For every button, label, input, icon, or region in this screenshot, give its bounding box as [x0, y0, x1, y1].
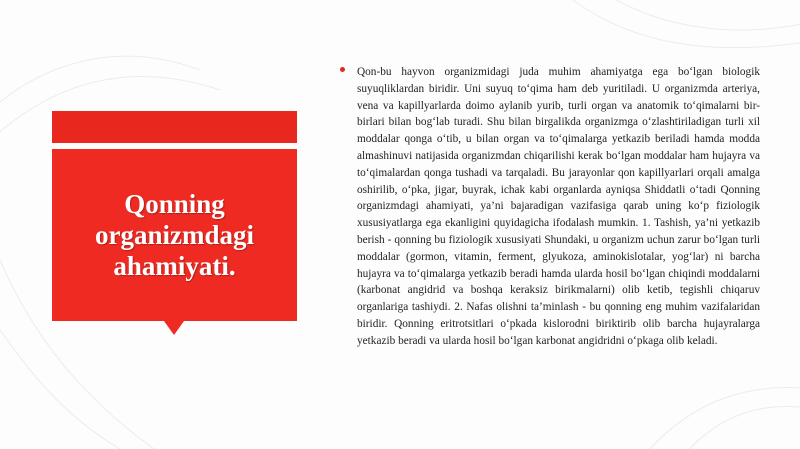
title-box — [52, 149, 297, 321]
bullet-icon — [340, 67, 345, 72]
body-content — [340, 64, 760, 350]
body-paragraph: Qon-bu hayvon organizmidagi juda muhim ahamiyatga ega bo‘lgan biologik suyuqliklardan biridir. Uni suyuq to‘qima ham deb yuritiladi. U organizmda arteriya, vena va kapillyarlarda doimo aylanib yurib, turli organ va anatomik to‘qimalarni bir-birlari bilan bog‘lab turadi. Shu bilan birgalikda organizmga o‘zlashtiriladigan turli xil moddalar qonga o‘tib, u bilan organ va to‘qimalarga yetkazib beriladi hamda modda almashinuvi natijasida organizmdan chiqarilishi kerak bo‘lgan moddalar ham hujayra va to‘qimalardan qonga tushadi va tarqaladi. Bu jarayonlar qon kapillyarlari orqali amalga oshirilib, o‘pka, jigar, buyrak, ichak kabi organlarda ayniqsa Shiddatli o‘tadi Qonning organizmdagi ahamiyati, ya’ni bajaradigan vazifasiga qarab uning ko‘p fiziologik xususiyatlarga ega ekanligini quyidagicha ifodalash mumkin. 1. Tashish, ya’ni yetkazib berish - qonning bu fiziologik xususiyati Shundaki, u organizm uchun zarur bo‘lgan turli moddalar (gormon, vitamin, ferment, glyukoza, aminokislotalar, yog‘lar) ni barcha hujayra va to‘qimalarga yetkazib beradi hamda ularda hosil bo‘lgan chiqindi moddalarni (karbonat angidrid va boshqa keraksiz birikmalarni) olib ketib, tegishli chiqaruv organlariga tashiydi. 2. Nafas olishni ta’minlash - bu qonning eng muhim vazifalaridan biridir. Qonning eritrotsitlari o‘pkada kislorodni biriktirib olib barcha hujayralarga yetkazib beradi va ularda hosil bo‘lgan karbonat angidridni o‘pkaga olib keladi. — [357, 66, 760, 347]
title-box-accent-bar — [52, 111, 297, 143]
title-box-pointer — [164, 321, 184, 335]
slide-title: Qonning organizmdagi ahamiyati. — [95, 188, 254, 281]
